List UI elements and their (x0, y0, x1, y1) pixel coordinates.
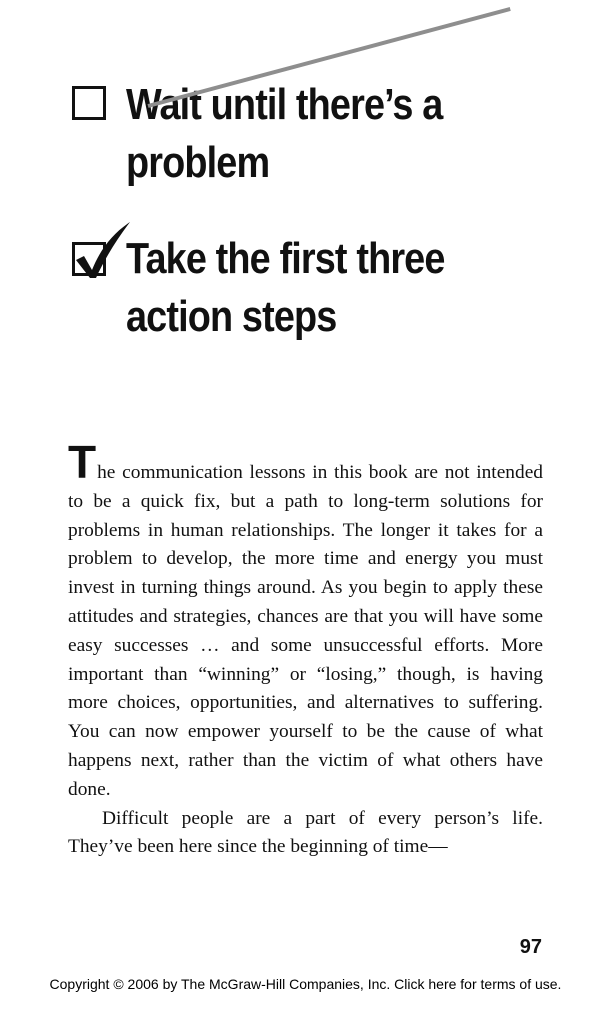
paragraph-1 (68, 436, 543, 805)
option-wait-line-1: Wait until there’s a (126, 80, 443, 129)
option-action-heading (126, 230, 445, 346)
drop-cap: T (68, 436, 97, 488)
unchecked-checkbox-icon (72, 86, 106, 120)
body-text (68, 436, 543, 862)
paragraph-2: Difficult people are a part of every person’s life. They’ve been here since the beginning of time— (68, 807, 543, 858)
checkmark-icon (70, 220, 134, 280)
option-action-line-1: Take the first three (126, 234, 445, 283)
page-number: 97 (519, 936, 542, 958)
paragraph-1-text: he communication lessons in this book are not intended to be a quick fix, but a path to long-term solutions for problems in human relationships. The longer it takes for a problem to develop, the more time and energy you must invest in turning things around. As you begin to apply these attitudes and strategies, chances are that you will have some easy successes … and some unsuccessful efforts. More important than “winning” or “losing,” though, is having more choices, opportunities, and alternatives to suffering. You can now empower yourself to be the cause of what happens next, rather than the victim of what others have done. (68, 462, 543, 800)
copyright-link[interactable]: Copyright © 2006 by The McGraw-Hill Companies, Inc. Click here for terms of use. (49, 976, 562, 992)
option-action-line-2: action steps (126, 292, 337, 341)
option-wait-heading (126, 76, 442, 192)
option-wait-line-2: problem (126, 138, 270, 187)
